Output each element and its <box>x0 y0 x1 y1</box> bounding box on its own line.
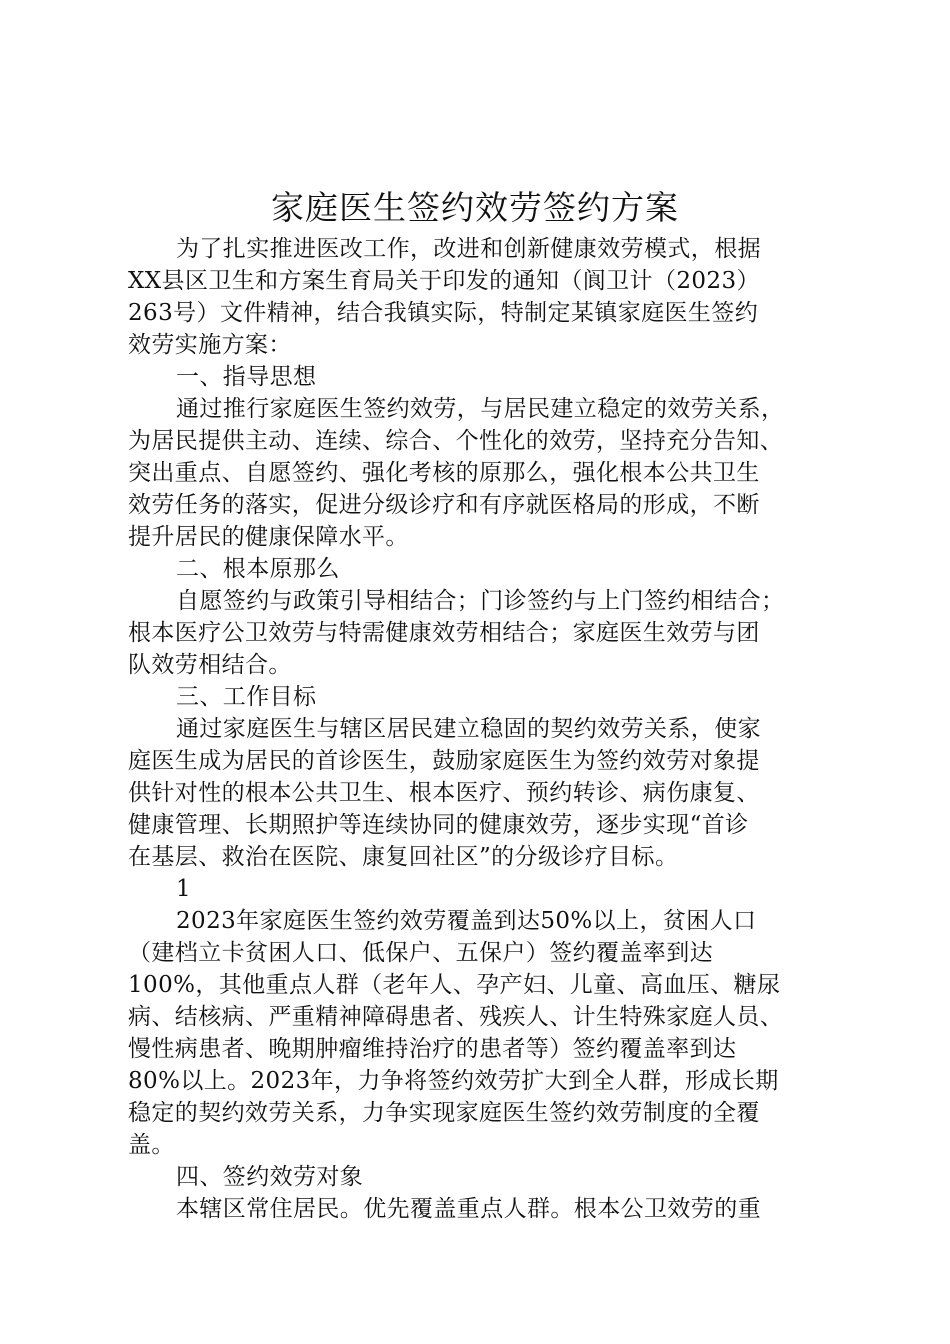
paragraph-line: 本辖区常住居民。优先覆盖重点人群。根本公卫效劳的重 <box>176 1196 761 1222</box>
paragraph-line: 2023年家庭医生签约效劳覆盖到达50%以上，贫困人口 <box>176 908 757 934</box>
paragraph-line: 队效劳相结合。 <box>128 652 292 678</box>
paragraph-line: 健康管理、长期照护等连续协同的健康效劳，逐步实现“首诊 <box>128 812 749 838</box>
paragraph-line: （建档立卡贫困人口、低保户、五保户）签约覆盖率到达 <box>128 940 713 966</box>
paragraph-line: 供针对性的根本公共卫生、根本医疗、预约转诊、病伤康复、 <box>128 780 760 806</box>
paragraph-line: 为了扎实推进医改工作，改进和创新健康效劳模式，根据 <box>176 236 761 262</box>
paragraph-line: 效劳任务的落实，促进分级诊疗和有序就医格局的形成，不断 <box>128 492 760 518</box>
paragraph-line: 在基层、救治在医院、康复回社区”的分级诊疗目标。 <box>128 844 679 870</box>
section-heading: 四、签约效劳对象 <box>176 1164 364 1190</box>
paragraph-line: 庭医生成为居民的首诊医生，鼓励家庭医生为签约效劳对象提 <box>128 748 760 774</box>
paragraph-line: 263号）文件精神，结合我镇实际，特制定某镇家庭医生签约 <box>128 300 759 326</box>
paragraph-line: 自愿签约与政策引导相结合；门诊签约与上门签约相结合； <box>176 588 785 614</box>
paragraph-line: 为居民提供主动、连续、综合、个性化的效劳，坚持充分告知、 <box>128 428 784 454</box>
paragraph-line: 通过推行家庭医生签约效劳，与居民建立稳定的效劳关系， <box>176 396 785 422</box>
paragraph-line: 稳定的契约效劳关系，力争实现家庭医生签约效劳制度的全覆 <box>128 1100 760 1126</box>
paragraph-line: 根本医疗公卫效劳与特需健康效劳相结合；家庭医生效劳与团 <box>128 620 760 646</box>
paragraph-line: 通过家庭医生与辖区居民建立稳固的契约效劳关系，使家 <box>176 716 761 742</box>
section-heading: 一、指导思想 <box>176 364 317 390</box>
paragraph-line: 突出重点、自愿签约、强化考核的原那么，强化根本公共卫生 <box>128 460 760 486</box>
paragraph-line: XX县区卫生和方案生育局关于印发的通知（阆卫计（2023） <box>128 268 760 294</box>
document-title: 家庭医生签约效劳签约方案 <box>271 188 679 227</box>
list-number: 1 <box>176 876 192 902</box>
paragraph-line: 提升居民的健康保障水平。 <box>128 524 409 550</box>
section-heading: 二、根本原那么 <box>176 556 340 582</box>
section-heading: 三、工作目标 <box>176 684 317 710</box>
paragraph-line: 效劳实施方案： <box>128 332 292 358</box>
paragraph-line: 病、结核病、严重精神障碍患者、残疾人、计生特殊家庭人员、 <box>128 1004 784 1030</box>
paragraph-line: 盖。 <box>128 1132 175 1158</box>
paragraph-line: 慢性病患者、晚期肿瘤维持治疗的患者等）签约覆盖率到达 <box>128 1036 737 1062</box>
paragraph-line: 100%，其他重点人群（老年人、孕产妇、儿童、高血压、糖尿 <box>128 972 781 998</box>
paragraph-line: 80%以上。2023年，力争将签约效劳扩大到全人群，形成长期 <box>128 1068 779 1094</box>
